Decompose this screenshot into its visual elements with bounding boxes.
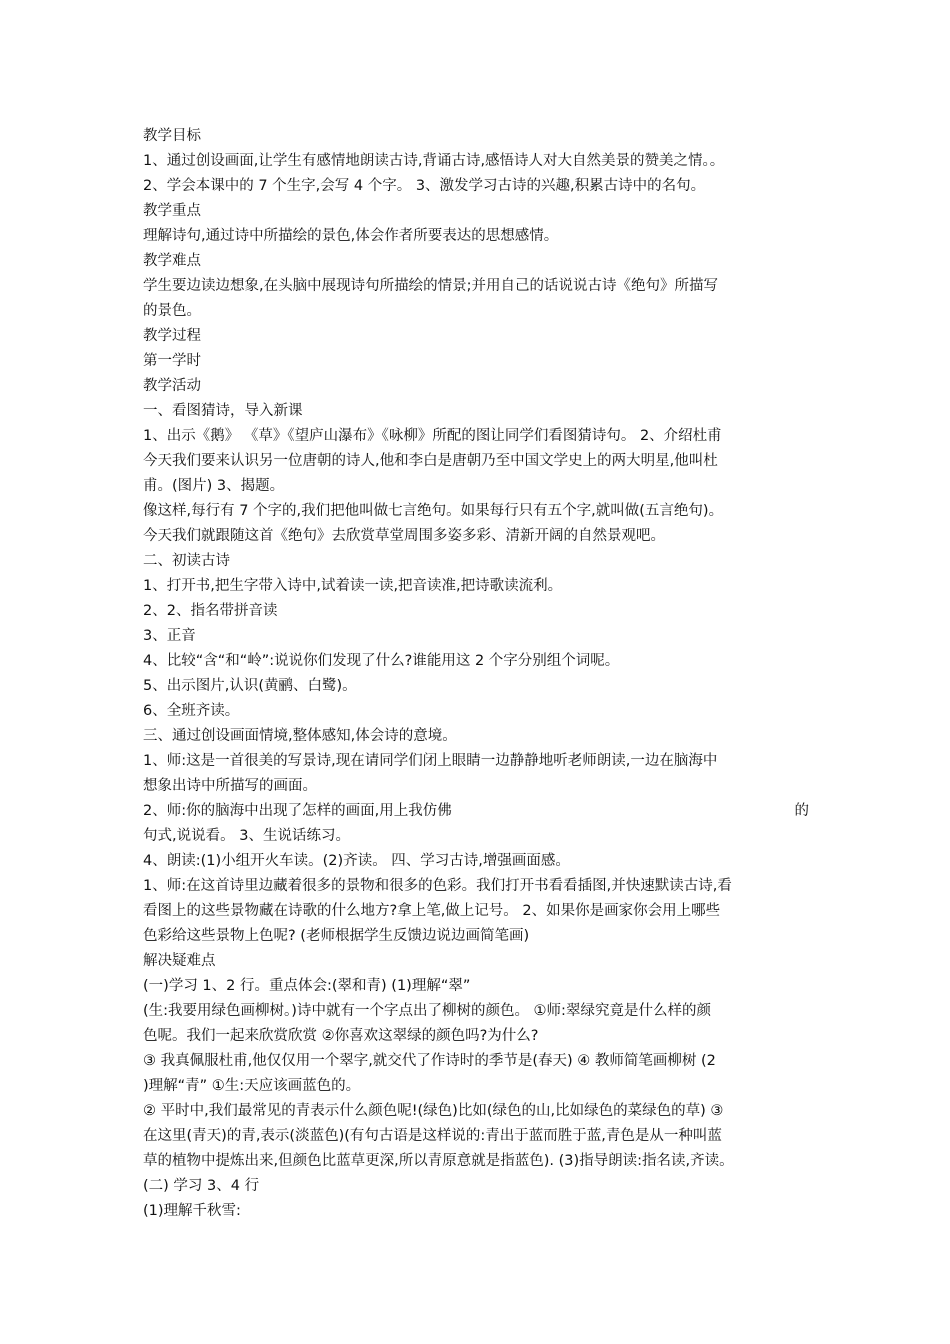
section-heading: 三、通过创设画面情境,整体感知,体会诗的意境。 bbox=[143, 728, 457, 744]
text-line: 色呢。我们一起来欣赏欣赏 ②你喜欢这翠绿的颜色吗?为什么? bbox=[143, 1028, 539, 1044]
text-line: )理解“青” ①生:天应该画蓝色的。 bbox=[143, 1078, 361, 1094]
text-line: 4、朗读:(1)小组开火车读。(2)齐读。 四、学习古诗,增强画面感。 bbox=[143, 853, 570, 869]
heading-difficulties: 教学难点 bbox=[143, 253, 201, 269]
heading-first-period: 第一学时 bbox=[143, 353, 201, 369]
heading-process: 教学过程 bbox=[143, 328, 201, 344]
section-heading: 一、看图猜诗，导入新课 bbox=[143, 403, 303, 419]
text-line: 4、比较“含“和“岭”:说说你们发现了什么?谁能用这 2 个字分别组个词呢。 bbox=[143, 653, 620, 669]
heading-key-points: 教学重点 bbox=[143, 203, 201, 219]
text-line: 色彩给这些景物上色呢? (老师根据学生反馈边说边画简笔画) bbox=[143, 928, 530, 944]
text-line: 1、打开书,把生字带入诗中,试着读一读,把音读准,把诗歌读流利。 bbox=[143, 578, 563, 594]
text-line: 想象出诗中所描写的画面。 bbox=[143, 778, 317, 794]
split-right-text: 的 bbox=[794, 803, 809, 819]
text-line: 今天我们要来认识另一位唐朝的诗人,他和李白是唐朝乃至中国文学史上的两大明星,他叫杜 bbox=[143, 453, 718, 469]
text-line: 2、学会本课中的 7 个生字,会写 4 个字。 3、激发学习古诗的兴趣,积累古诗中的名句。 bbox=[143, 178, 706, 194]
heading-resolve-difficulties: 解决疑难点 bbox=[143, 953, 216, 969]
text-line: 像这样,每行有 7 个字的,我们把他叫做七言绝句。如果每行只有五个字,就叫做(五言绝句)。 bbox=[143, 503, 724, 519]
text-line: (1)理解千秋雪: bbox=[143, 1203, 241, 1219]
text-line: 学生要边读边想象,在头脑中展现诗句所描绘的情景;并用自己的话说说古诗《绝句》所描写 bbox=[143, 278, 718, 294]
text-line: ② 平时中,我们最常见的青表示什么颜色呢!(绿色)比如(绿色的山,比如绿色的菜绿色的草) ③ bbox=[143, 1103, 724, 1119]
text-line: 草的植物中提炼出来,但颜色比蓝草更深,所以青原意就是指蓝色). (3)指导朗读:指名读,齐读。 bbox=[143, 1153, 734, 1169]
text-line: 5、出示图片,认识(黄鹂、白鹭)。 bbox=[143, 678, 357, 694]
text-line: 1、师:这是一首很美的写景诗,现在请同学们闭上眼睛一边静静地听老师朗读,一边在脑海中 bbox=[143, 753, 718, 769]
text-line: (一)学习 1、2 行。重点体会:(翠和青) (1)理解“翠” bbox=[143, 978, 471, 994]
text-line: 1、通过创设画面,让学生有感情地朗读古诗,背诵古诗,感悟诗人对大自然美景的赞美之情。。 bbox=[143, 153, 725, 169]
text-line: (二) 学习 3、4 行 bbox=[143, 1178, 260, 1194]
heading-activities: 教学活动 bbox=[143, 378, 201, 394]
text-line: 今天我们就跟随这首《绝句》去欣赏草堂周围多姿多彩、清新开阔的自然景观吧。 bbox=[143, 528, 665, 544]
section-heading: 二、初读古诗 bbox=[143, 553, 230, 569]
text-line: 1、师:在这首诗里边藏着很多的景物和很多的色彩。我们打开书看看插图,并快速默读古诗,看 bbox=[143, 878, 732, 894]
text-line: ③ 我真佩服杜甫,他仅仅用一个翠字,就交代了作诗时的季节是(春天) ④ 教师简笔画柳树 (2 bbox=[143, 1053, 716, 1069]
text-line: 1、出示《鹅》 《草》《望庐山瀑布》《咏柳》所配的图让同学们看图猜诗句。 2、介绍杜甫 bbox=[143, 428, 722, 444]
text-line: 看图上的这些景物藏在诗歌的什么地方?拿上笔,做上记号。 2、如果你是画家你会用上哪些 bbox=[143, 903, 721, 919]
text-line-split bbox=[143, 799, 809, 824]
text-line: 3、正音 bbox=[143, 628, 196, 644]
heading-objectives: 教学目标 bbox=[143, 128, 201, 144]
text-line: (生:我要用绿色画柳树。)诗中就有一个字点出了柳树的颜色。 ①师:翠绿究竟是什么样的颜 bbox=[143, 1003, 711, 1019]
text-line: 理解诗句,通过诗中所描绘的景色,体会作者所要表达的思想感情。 bbox=[143, 228, 559, 244]
split-left-text: 2、师:你的脑海中出现了怎样的画面,用上我仿佛 bbox=[143, 803, 452, 819]
text-line: 2、2、指名带拼音读 bbox=[143, 603, 278, 619]
document-body bbox=[143, 124, 809, 1224]
text-line: 句式,说说看。 3、生说话练习。 bbox=[143, 828, 350, 844]
text-line: 甫。(图片) 3、揭题。 bbox=[143, 478, 285, 494]
text-line: 在这里(青天)的青,表示(淡蓝色)(有句古语是这样说的:青出于蓝而胜于蓝,青色是从一种叫蓝 bbox=[143, 1128, 722, 1144]
text-line: 6、全班齐读。 bbox=[143, 703, 240, 719]
text-line: 的景色。 bbox=[143, 303, 201, 319]
